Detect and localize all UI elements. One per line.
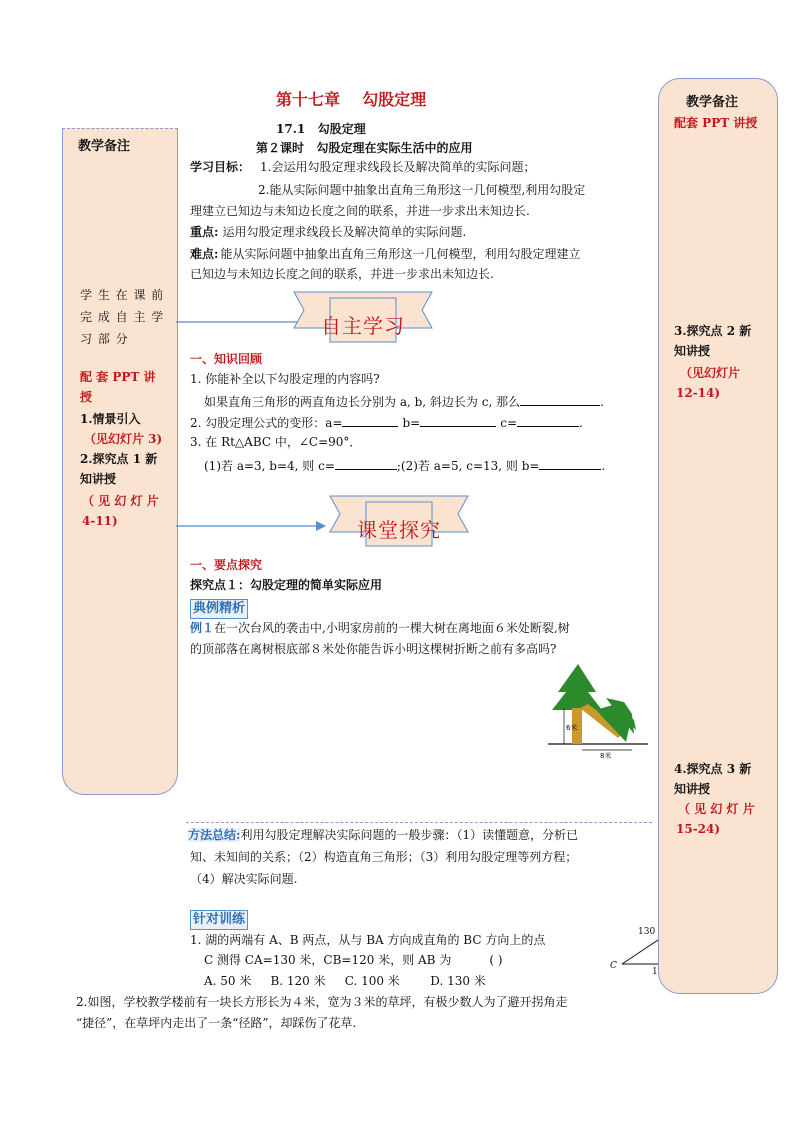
blank-field (539, 455, 601, 470)
blank-field (420, 412, 496, 427)
right-note-step: 4.探究点 3 新 (674, 762, 752, 776)
goals-label: 学习目标： (190, 160, 251, 174)
key-point (190, 223, 466, 241)
fig-label-6: 6米 (566, 724, 578, 732)
right-note-step: 12-14) (676, 386, 721, 400)
practice-q1-options: A. 50 米 B. 120 米 C. 100 米 D. 130 米 (204, 974, 486, 988)
difficulty-line-2: 已知边与未知边长度之间的联系，并进一步求出未知边长. (190, 267, 494, 281)
banner-class-explore-text: 课堂探究 (357, 518, 441, 542)
left-note-step: （见幻灯片 3) (84, 432, 163, 446)
explore-heading: 一、要点探究 (190, 558, 263, 572)
right-note-ppt: 配套 PPT 讲授 (674, 116, 758, 130)
banner-self-study-text: 自主学习 (321, 314, 405, 338)
fig-label-8: 8米 (600, 752, 612, 760)
right-note-step: 知讲授 (674, 782, 711, 796)
fig-label-130: 130 (638, 927, 656, 937)
lesson-title: 第２课时 勾股定理在实际生活中的应用 (256, 141, 473, 155)
example-label: 典例精析 (190, 599, 248, 619)
practice-label: 针对训练 (190, 910, 248, 930)
key-point-label: 重点: (190, 225, 219, 239)
goal-2a: 2.能从实际问题中抽象出直角三角形这一几何模型,利用勾股定 (258, 183, 586, 197)
method-line-3: （4）解决实际问题. (190, 872, 298, 886)
chapter-title: 第十七章 勾股定理 (276, 90, 427, 109)
practice-q1-line-2 (204, 951, 503, 969)
method-line-1 (188, 826, 658, 844)
practice-q2-line-1: 2.如图，学校教学楼前有一块长方形长为４米，宽为３米的草坪，有极少数人为了避开拐角走 (76, 995, 568, 1009)
goal-1: 1.会运用勾股定理求线段长及解决简单的实际问题； (260, 160, 536, 174)
goal-2b: 理建立已知边与未知边长度之间的联系，并进一步求出未知边长. (190, 204, 530, 218)
right-note-step: （ 见 幻 灯 片 (678, 802, 755, 816)
period: . (579, 416, 583, 430)
left-note-step: 4-11) (82, 514, 118, 528)
review-q2-text: 2. 勾股定理公式的变形： (190, 416, 326, 430)
right-notes-title: 教学备注 (686, 95, 739, 110)
practice-q1-line-1: 1. 湖的两端有 A、B 两点，从与 BA 方向成直角的 BC 方向上的点 (190, 933, 546, 947)
var-b: b= (402, 416, 421, 430)
banner-self-study (290, 288, 436, 346)
period: . (601, 459, 606, 473)
blank-field (335, 455, 397, 470)
review-q3: 3. 在 Rt△ABC 中，∠C=90°． (190, 435, 362, 449)
period: . (600, 395, 604, 409)
banner-class-explore (326, 492, 472, 550)
right-notes-panel (658, 78, 778, 994)
example-line-2: 的顶部落在离树根底部８米处你能告诉小明这棵树折断之前有多高吗? (190, 642, 557, 656)
left-note-step: （ 见 幻 灯 片 (82, 494, 159, 508)
practice-q2-line-2: “捷径”，在草坪内走出了一条“径路”，却踩伤了花草. (76, 1016, 357, 1030)
left-note-line: 习 部 分 (80, 332, 129, 346)
example-line-1: 在一次台风的袭击中,小明家房前的一棵大树在离地面６米处断裂,树 (214, 621, 570, 635)
right-note-step: 3.探究点 2 新 (674, 324, 752, 338)
left-note-step: 2.探究点 1 新 (80, 452, 158, 466)
review-q1: 1. 你能补全以下勾股定理的内容吗? (190, 372, 380, 386)
fig-label-c: C (610, 961, 617, 971)
method-text-1: 利用勾股定理解决实际问题的一般步骤：（1）读懂题意，分析已 (240, 828, 579, 842)
example-label-box (190, 597, 248, 619)
left-note-line: 完 成 自 主 学 (80, 310, 165, 324)
method-line-2: 知、未知间的关系；（2）构造直角三角形；（3）利用勾股定理等列方程； (190, 850, 578, 864)
review-heading: 一、知识回顾 (190, 352, 263, 366)
blank-field (520, 391, 600, 406)
var-c: c= (500, 416, 518, 430)
example-text (190, 619, 658, 637)
goals-line (190, 158, 652, 176)
left-note-ppt: 配 套 PPT 讲 (80, 370, 156, 384)
difficulty-line-1: 能从实际问题中抽象出直角三角形这一几何模型，利用勾股定理建立 (220, 247, 581, 261)
review-q3b: ;(2)若 a=5, c=13, 则 b= (396, 459, 540, 473)
review-q3-parts (204, 455, 605, 475)
difficulty-label: 难点: (190, 247, 219, 261)
left-note-line: 学 生 在 课 前 (80, 288, 165, 302)
broken-tree-figure (544, 664, 650, 760)
review-q1b-text: 如果直角三角形的两直角边长分别为 a, b, 斜边长为 c, 那么 (204, 395, 521, 409)
var-a: a= (325, 416, 343, 430)
left-note-ppt: 授 (80, 390, 93, 404)
left-note-step: 1.情景引入 (80, 412, 141, 426)
blank-field (517, 412, 579, 427)
review-q2 (190, 412, 583, 432)
practice-label-box (190, 908, 248, 930)
left-note-step: 知讲授 (80, 472, 117, 486)
explore-point-1: 探究点１：勾股定理的简单实际应用 (190, 578, 383, 592)
section-title: 17.1 勾股定理 (276, 122, 366, 136)
lake-triangle-figure (606, 918, 658, 976)
right-note-step: 15-24) (676, 822, 721, 836)
difficulty (190, 245, 580, 263)
right-note-step: 知讲授 (674, 344, 711, 358)
review-q1b (204, 391, 604, 411)
left-notes-title: 教学备注 (78, 139, 131, 154)
practice-q1-text: C 测得 CA=130 米，CB=120 米，则 AB 为 (204, 953, 452, 967)
fig-label-1: 1 (652, 967, 658, 976)
blank-field (342, 412, 398, 427)
example-number: 例１ (190, 621, 215, 635)
method-label: 方法总结: (188, 828, 241, 842)
answer-paren: ( ) (489, 953, 503, 967)
key-point-text: 运用勾股定理求线段长及解决简单的实际问题. (222, 225, 467, 239)
review-q3a: (1)若 a=3, b=4, 则 c= (204, 459, 335, 473)
arrow-icon (176, 514, 326, 534)
right-note-step: （见幻灯片 (680, 366, 741, 380)
